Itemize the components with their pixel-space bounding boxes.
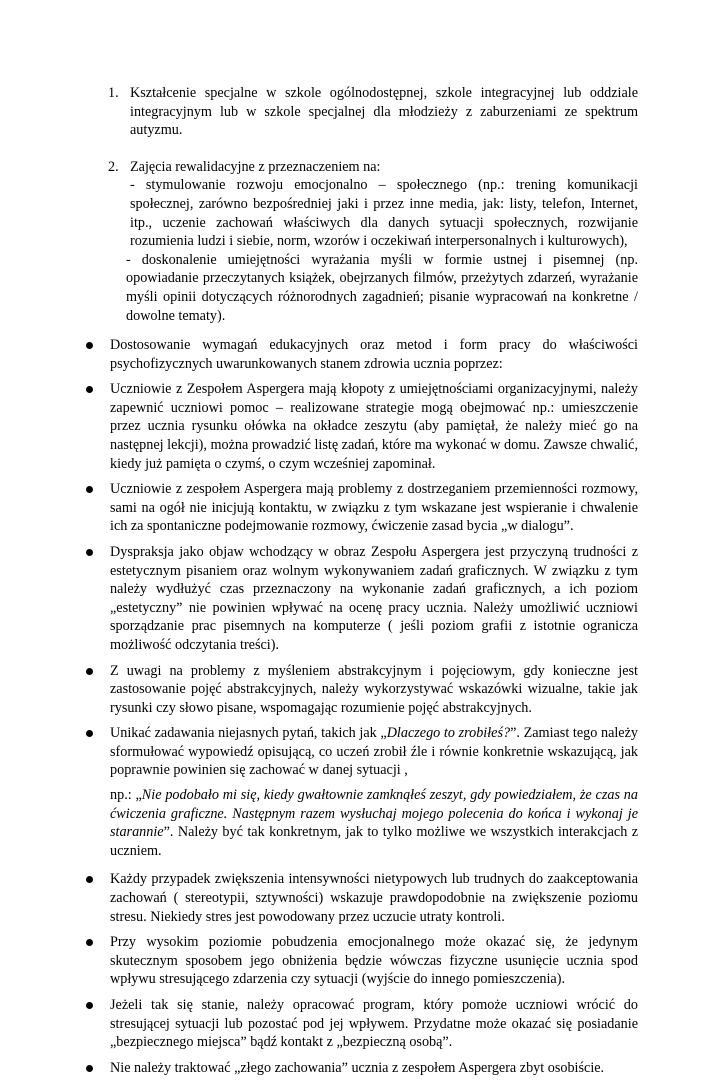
example-suffix: ”. Należy być tak konkretnym, jak to tylko możliwe we wszystkich interakcjach z uczniem. bbox=[110, 824, 638, 859]
bullet-list bbox=[86, 336, 638, 1084]
numbered-item-1 bbox=[108, 84, 638, 140]
list-item-text: Dostosowanie wymagań edukacyjnych oraz metod i form pracy do właściwości psychofizycznych uwarunkowanych stanem zdrowia ucznia poprzez: bbox=[110, 337, 638, 372]
bullet-icon bbox=[86, 386, 93, 393]
list-item-text: Uczniowie z zespołem Aspergera mają problemy z dostrzeganiem przemienności rozmowy, sami na ogół nie inicjują kontaktu, w związku z tym wskazane jest wspieranie i chwalenie ich za spontaniczne podejmowanie rozmowy, ćwiczenie zasad bycia „w dialogu”. bbox=[110, 481, 638, 535]
item-number: 2. bbox=[108, 158, 119, 175]
question-text-after: ”. Zamiast tego należy sformułować wypowiedź opisującą, co uczeń zrobił źle i równie konkretnie wskazującą, jak poprawnie powinien się zachować w danej sytuacji , bbox=[110, 725, 638, 779]
bullet-icon bbox=[86, 1002, 93, 1009]
list-item-text: Dyspraksja jako objaw wchodzący w obraz Zespołu Aspergera jest przyczyną trudności z estetycznym pisaniem oraz wolnym wykonywaniem zadań graficznych. W związku z tym należy wydłużyć czas przeznaczony na wykonanie zadań graficznych, a ich poziom „estetyczny” nie powinien wpływać na ocenę pracy ucznia. Należy umożliwić uczniowi sporządzanie prac pisemnych na komputerze ( jeśli poziom grafii z istotnie ogranicza możliwość odczytania treści). bbox=[110, 543, 638, 653]
item-text: Kształcenie specjalne w szkole ogólnodostępnej, szkole integracyjnej lub oddziale integracyjnym lub w szkole specjalnej dla młodzieży z zaburzeniami ze spektrum autyzmu. bbox=[130, 85, 638, 139]
list-item-text: Jeżeli tak się stanie, należy opracować program, który pomoże uczniowi wrócić do stresującej sytuacji lub pozostać pod jej wpływem. Przydatne może okazać się posiadanie „bezpiecznego miejsca” bądź kontakt z „bezpieczną osobą”. bbox=[110, 997, 638, 1051]
bullet-icon bbox=[86, 876, 93, 883]
list-item-text: Z uwagi na problemy z myśleniem abstrakcyjnym i pojęciowym, gdy konieczne jest zastosowanie pojęć abstrakcyjnych, należy wykorzystywać wskazówki wizualne, takie jak rysunki czy słowo pisane, wspomagając rozumienie pojęć abstrakcyjnych. bbox=[110, 662, 638, 716]
list-item-text: Każdy przypadek zwiększenia intensywności nietypowych lub trudnych do zaakceptowania zachowań ( stereotypii, sztywności) wskazuje prawdopodobnie na zwiększenie poziomu stresu. Niekiedy stres jest powodowany przez uczucie utraty kontroli. bbox=[110, 871, 638, 925]
numbered-item-2 bbox=[108, 158, 638, 325]
list-item-text: Nie należy traktować „złego zachowania” ucznia z zespołem Aspergera zbyt osobiście. bbox=[110, 1059, 605, 1076]
list-item bbox=[86, 543, 638, 655]
list-item bbox=[86, 1059, 638, 1078]
bullet-icon bbox=[86, 730, 93, 737]
numbered-list bbox=[108, 84, 638, 325]
list-item bbox=[86, 380, 638, 473]
bullet-icon bbox=[86, 668, 93, 675]
item-number: 1. bbox=[108, 85, 119, 101]
example-quote: Nie podobało mi się, kiedy gwałtownie zamknąłeś zeszyt, gdy powiedziałem, że czas na ćwiczenia graficzne. Następnym razem wysłuchaj mojego polecenia do końca i wykonaj je starannie bbox=[110, 787, 638, 841]
bullet-icon bbox=[86, 486, 93, 493]
subitem-stymulowanie: - stymulowanie rozwoju emocjonalno – społecznego (np.: trening komunikacji społecznej, zarówno bezpośredniej jaki i przez inne media, jak: listy, telefon, Internet, itp., uczenie zachowań właściwych dla danych sytuacji społecznych, rozwijanie rozumienia ludzi i siebie, norm, wzorów i oczekiwań interpersonalnych i kulturowych), bbox=[130, 177, 638, 250]
question-text-italic: Dlaczego to zrobiłeś? bbox=[386, 725, 511, 742]
question-text-before: Unikać zadawania niejasnych pytań, takich jak „ bbox=[110, 725, 387, 742]
bullet-icon bbox=[86, 1065, 93, 1072]
item-intro: Zajęcia rewalidacyjne z przeznaczeniem na: bbox=[130, 158, 381, 175]
subitem-doskonalenie: - doskonalenie umiejętności wyrażania myśli w formie ustnej i pisemnej (np. opowiadanie przeczytanych książek, obejrzanych filmów, przeżytych zdarzeń, wyrażanie myśli opinii dotyczących różnorodnych zagadnień; pisanie wypracowań na konkretne / dowolne tematy). bbox=[126, 251, 638, 324]
list-item bbox=[86, 662, 638, 718]
bullet-icon bbox=[86, 939, 93, 946]
list-item bbox=[86, 724, 638, 780]
example-prefix: np.: „ bbox=[110, 787, 142, 804]
list-item bbox=[86, 870, 638, 926]
list-item bbox=[86, 480, 638, 536]
list-item-text: Przy wysokim poziomie pobudzenia emocjonalnego może okazać się, że jedynym skutecznym sposobem jego obniżenia będzie wówczas fizyczne usunięcie ucznia spod wpływu stresującego zdarzenia czy sytuacji (wyjście do innego pomieszczenia). bbox=[110, 934, 638, 988]
list-item-text: Uczniowie z Zespołem Aspergera mają kłopoty z umiejętnościami organizacyjnymi, należy zapewnić uczniowi pomoc – realizowane strategie mogą obejmować np.: umieszczenie przez ucznia rysunku ołówka na okładce zeszytu (aby pamiętał, że należy mieć go na następnej lekcji), można prowadzić listę zadań, które ma wykonać w domu. Zawsze chwalić, kiedy już pamięta o czymś, o czym wcześniej zapominał. bbox=[110, 381, 638, 472]
example-paragraph bbox=[86, 786, 638, 860]
bullet-icon bbox=[86, 549, 93, 556]
list-item bbox=[86, 933, 638, 989]
list-item bbox=[86, 336, 638, 373]
bullet-icon bbox=[86, 342, 93, 349]
